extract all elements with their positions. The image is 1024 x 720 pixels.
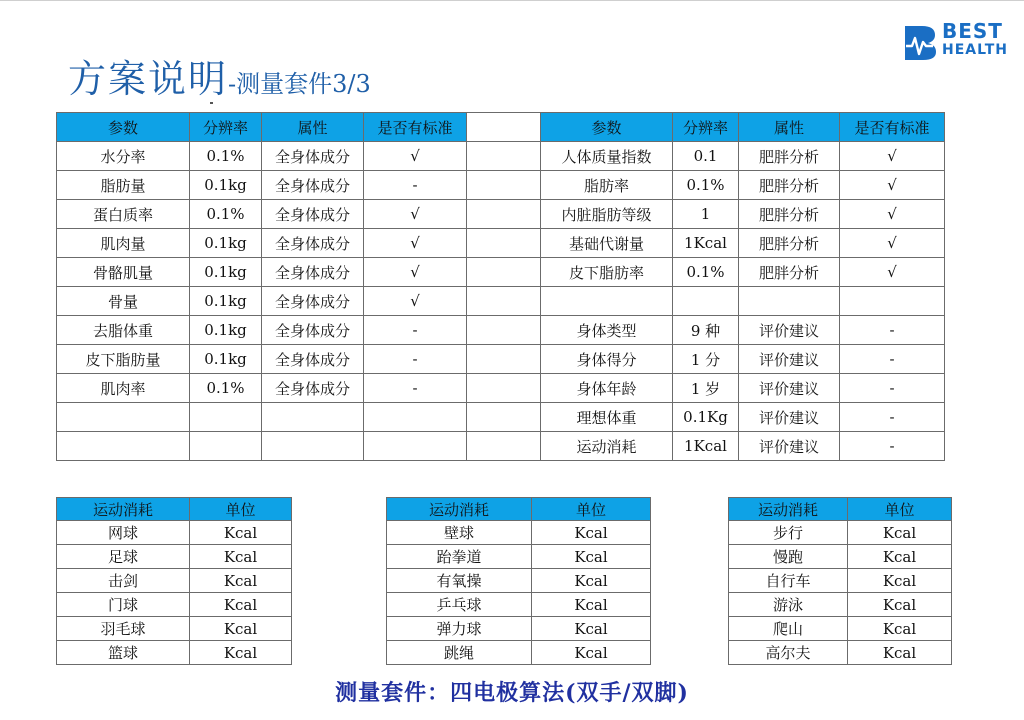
table-cell: 评价建议 [739, 345, 840, 374]
page-title-sub: -测量套件3/3 [228, 70, 371, 98]
table-row [57, 229, 945, 258]
table-cell: 9 种 [673, 316, 739, 345]
table-cell: √ [364, 229, 467, 258]
table-cell: 全身体成分 [262, 142, 364, 171]
table-cell [57, 432, 190, 461]
table-row [57, 569, 292, 593]
table-cell: Kcal [532, 617, 651, 641]
table-cell: 评价建议 [739, 432, 840, 461]
table-cell: 0.1 [673, 142, 739, 171]
table-cell: - [840, 345, 945, 374]
table-cell: 慢跑 [729, 545, 848, 569]
table-row [729, 521, 952, 545]
table-cell: 爬山 [729, 617, 848, 641]
table-row [57, 171, 945, 200]
table-cell: 全身体成分 [262, 345, 364, 374]
table-cell [840, 287, 945, 316]
table-cell: √ [840, 258, 945, 287]
table-cell: 1 分 [673, 345, 739, 374]
table-row [57, 316, 945, 345]
table-cell: 篮球 [57, 641, 190, 665]
table-cell: 脂肪率 [541, 171, 673, 200]
table-cell: 身体年龄 [541, 374, 673, 403]
table-cell: 理想体重 [541, 403, 673, 432]
table-cell: Kcal [190, 569, 292, 593]
table-cell: 蛋白质率 [57, 200, 190, 229]
table-cell: √ [364, 142, 467, 171]
table-cell: 0.1kg [190, 258, 262, 287]
table-cell: 弹力球 [387, 617, 532, 641]
table-cell [364, 432, 467, 461]
table-row [57, 641, 292, 665]
table-cell: 0.1% [190, 374, 262, 403]
table-cell: 步行 [729, 521, 848, 545]
table-cell: 运动消耗 [541, 432, 673, 461]
table-cell: 门球 [57, 593, 190, 617]
table-cell: 跆拳道 [387, 545, 532, 569]
table-cell: 0.1kg [190, 287, 262, 316]
table-cell: 肥胖分析 [739, 229, 840, 258]
table-cell: 肌肉率 [57, 374, 190, 403]
table-cell: 0.1% [673, 258, 739, 287]
gap-cell [467, 403, 541, 432]
parameter-table [56, 112, 945, 461]
brand-logo-text [942, 19, 1008, 60]
table-cell: Kcal [190, 521, 292, 545]
table-row [729, 545, 952, 569]
table-cell: Kcal [532, 641, 651, 665]
sport-table-header [729, 498, 952, 521]
table-cell: 0.1% [190, 200, 262, 229]
table-cell: 0.1kg [190, 316, 262, 345]
table-cell: 全身体成分 [262, 200, 364, 229]
table-cell: - [364, 316, 467, 345]
table-row [57, 617, 292, 641]
table-cell: √ [364, 287, 467, 316]
table-cell: - [364, 171, 467, 200]
brand-logo [902, 19, 1014, 66]
header-cell: 是否有标准 [364, 113, 467, 142]
table-cell: 肥胖分析 [739, 258, 840, 287]
table-cell: 水分率 [57, 142, 190, 171]
table-row [387, 593, 651, 617]
table-cell: 高尔夫 [729, 641, 848, 665]
table-cell: Kcal [532, 569, 651, 593]
table-cell: - [840, 374, 945, 403]
table-cell [190, 432, 262, 461]
table-cell: 骨骼肌量 [57, 258, 190, 287]
table-cell: Kcal [848, 593, 952, 617]
table-cell: 壁球 [387, 521, 532, 545]
table-row [387, 641, 651, 665]
brand-logo-line2: HEALTH [942, 42, 1008, 58]
sport-table-1 [56, 497, 292, 665]
page-title [68, 48, 371, 103]
gap-cell [467, 142, 541, 171]
table-cell: Kcal [190, 617, 292, 641]
table-cell: 肥胖分析 [739, 142, 840, 171]
table-cell: 基础代谢量 [541, 229, 673, 258]
table-cell: 羽毛球 [57, 617, 190, 641]
table-cell: 自行车 [729, 569, 848, 593]
page-title-main: 方案说明 [68, 57, 229, 101]
table-cell: 皮下脂肪量 [57, 345, 190, 374]
table-cell: 身体类型 [541, 316, 673, 345]
table-cell: 评价建议 [739, 374, 840, 403]
header-cell: 是否有标准 [840, 113, 945, 142]
table-cell: 击剑 [57, 569, 190, 593]
table-cell: √ [840, 229, 945, 258]
table-cell [190, 403, 262, 432]
table-row [57, 593, 292, 617]
header-cell: 运动消耗 [57, 498, 190, 521]
table-cell: 有氧操 [387, 569, 532, 593]
table-cell: Kcal [848, 521, 952, 545]
table-cell: 乒乓球 [387, 593, 532, 617]
table-cell: Kcal [190, 641, 292, 665]
table-cell [739, 287, 840, 316]
table-cell: 0.1% [673, 171, 739, 200]
table-row [729, 641, 952, 665]
table-cell: 全身体成分 [262, 374, 364, 403]
gap-cell [467, 229, 541, 258]
gap-cell [467, 316, 541, 345]
table-cell: 0.1kg [190, 229, 262, 258]
table-cell: 皮下脂肪率 [541, 258, 673, 287]
table-cell: - [840, 316, 945, 345]
table-cell: 0.1kg [190, 171, 262, 200]
gap-cell [467, 345, 541, 374]
table-cell: 足球 [57, 545, 190, 569]
table-cell: 全身体成分 [262, 258, 364, 287]
table-cell: - [840, 432, 945, 461]
table-cell: - [364, 345, 467, 374]
table-cell: 肥胖分析 [739, 171, 840, 200]
table-cell: Kcal [532, 521, 651, 545]
table-row [57, 258, 945, 287]
header-cell: 运动消耗 [387, 498, 532, 521]
table-cell: Kcal [532, 593, 651, 617]
table-cell: 1 岁 [673, 374, 739, 403]
header-cell: 参数 [541, 113, 673, 142]
pulse-logo-icon [902, 24, 938, 62]
header-cell: 分辨率 [673, 113, 739, 142]
table-cell: 1Kcal [673, 432, 739, 461]
table-row [387, 521, 651, 545]
table-row [57, 545, 292, 569]
header-cell: 运动消耗 [729, 498, 848, 521]
gap-cell [467, 171, 541, 200]
sport-table-header [57, 498, 292, 521]
table-cell: √ [364, 258, 467, 287]
gap-cell [467, 113, 541, 142]
table-cell: 1Kcal [673, 229, 739, 258]
table-cell: Kcal [848, 545, 952, 569]
header-cell: 属性 [262, 113, 364, 142]
table-row [57, 374, 945, 403]
table-row [729, 617, 952, 641]
sport-table-2 [386, 497, 651, 665]
table-cell: 0.1Kg [673, 403, 739, 432]
brand-logo-line1: BEST [942, 19, 1003, 43]
gap-cell [467, 287, 541, 316]
table-cell: 肌肉量 [57, 229, 190, 258]
table-cell: 身体得分 [541, 345, 673, 374]
header-cell: 单位 [532, 498, 651, 521]
table-cell [262, 432, 364, 461]
top-divider [0, 0, 1024, 1]
table-row [387, 545, 651, 569]
table-cell: Kcal [532, 545, 651, 569]
table-cell: 0.1kg [190, 345, 262, 374]
table-row [57, 521, 292, 545]
table-cell: - [840, 403, 945, 432]
table-cell: Kcal [848, 641, 952, 665]
header-cell: 属性 [739, 113, 840, 142]
table-row [387, 617, 651, 641]
table-cell: 游泳 [729, 593, 848, 617]
gap-cell [467, 258, 541, 287]
table-cell: √ [840, 171, 945, 200]
table-cell: Kcal [190, 593, 292, 617]
table-row [387, 569, 651, 593]
table-cell: 全身体成分 [262, 171, 364, 200]
table-row [57, 287, 945, 316]
table-cell: 跳绳 [387, 641, 532, 665]
gap-cell [467, 374, 541, 403]
gap-cell [467, 432, 541, 461]
header-cell: 分辨率 [190, 113, 262, 142]
table-cell: Kcal [190, 545, 292, 569]
sport-table-3 [728, 497, 952, 665]
table-cell: 全身体成分 [262, 287, 364, 316]
table-cell: - [364, 374, 467, 403]
table-cell: 0.1% [190, 142, 262, 171]
table-cell: √ [364, 200, 467, 229]
table-cell: 1 [673, 200, 739, 229]
table-row [729, 593, 952, 617]
table-cell [364, 403, 467, 432]
title-decoration [210, 102, 213, 104]
table-cell: 评价建议 [739, 316, 840, 345]
table-cell: √ [840, 200, 945, 229]
table-cell: 骨量 [57, 287, 190, 316]
table-cell: Kcal [848, 617, 952, 641]
table-row [57, 200, 945, 229]
table-cell: √ [840, 142, 945, 171]
footer-note: 测量套件：四电极算法(双手/双脚) [335, 680, 689, 706]
table-row [57, 142, 945, 171]
table-cell [262, 403, 364, 432]
gap-cell [467, 200, 541, 229]
header-cell: 参数 [57, 113, 190, 142]
table-cell [57, 403, 190, 432]
table-cell: 去脂体重 [57, 316, 190, 345]
table-cell: 网球 [57, 521, 190, 545]
table-cell: 肥胖分析 [739, 200, 840, 229]
table-row [57, 403, 945, 432]
header-cell: 单位 [848, 498, 952, 521]
table-cell [673, 287, 739, 316]
header-cell: 单位 [190, 498, 292, 521]
table-cell: 全身体成分 [262, 229, 364, 258]
table-cell: 脂肪量 [57, 171, 190, 200]
table-cell: 内脏脂肪等级 [541, 200, 673, 229]
table-row [57, 432, 945, 461]
sport-table-header [387, 498, 651, 521]
table-cell: 评价建议 [739, 403, 840, 432]
table-row [57, 345, 945, 374]
parameter-table-body [57, 142, 945, 461]
parameter-table-header [57, 113, 945, 142]
table-cell: Kcal [848, 569, 952, 593]
table-row [729, 569, 952, 593]
table-cell [541, 287, 673, 316]
table-cell: 全身体成分 [262, 316, 364, 345]
table-cell: 人体质量指数 [541, 142, 673, 171]
